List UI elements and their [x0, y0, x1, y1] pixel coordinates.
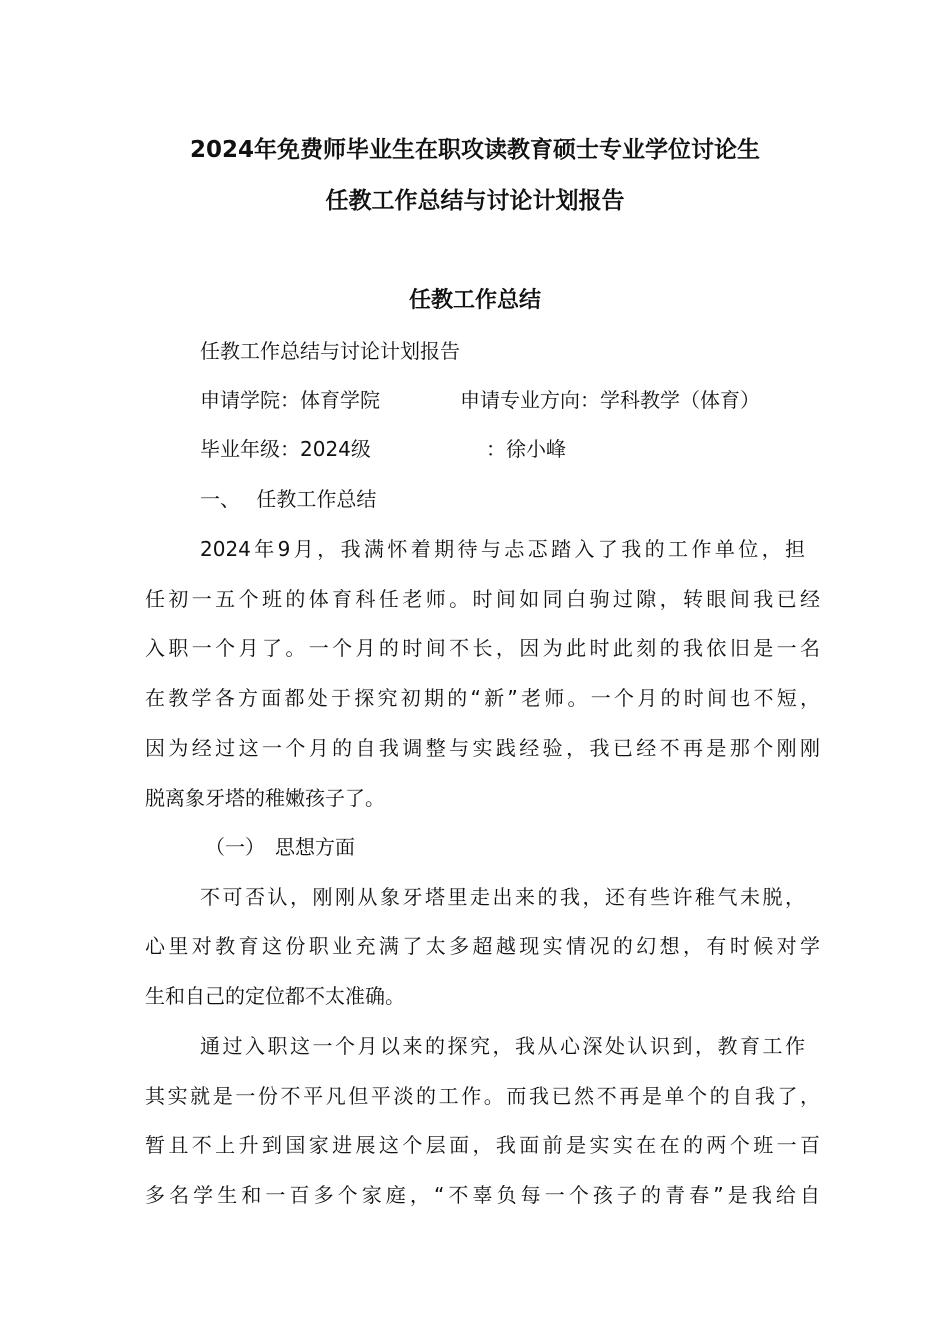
document-title-line-2: 任教工作总结与讨论计划报告 — [325, 188, 625, 214]
heading-one: 一、 任教工作总结 — [200, 487, 377, 511]
info-grade: 毕业年级：2024级 — [200, 437, 371, 461]
subtitle: 任教工作总结与讨论计划报告 — [200, 339, 460, 363]
section-heading: 任教工作总结 — [408, 288, 541, 313]
paragraph-2-line: 心里对教育这份职业充满了太多超越现实情况的幻想，有时候对学 — [145, 934, 820, 958]
paragraph-2-line: 不可否认，刚刚从象牙塔里走出来的我，还有些许稚气未脱， — [200, 885, 805, 909]
paragraph-3-line: 通过入职这一个月以来的探究，我从心深处认识到，教育工作 — [200, 1034, 805, 1058]
subheading-thought: （一） 思想方面 — [205, 835, 355, 859]
document-title-line-1: 2024年免费师毕业生在职攻读教育硕士专业学位讨论生 — [189, 137, 760, 163]
paragraph-1-line: 在教学各方面都处于探究初期的“新”老师。一个月的时间也不短， — [145, 686, 820, 710]
paragraph-1-line: 脱离象牙塔的稚嫩孩子了。 — [145, 786, 385, 810]
paragraph-1-line: 入职一个月了。一个月的时间不长，因为此时此刻的我依旧是一名 — [145, 636, 820, 660]
paragraph-2-line: 生和自己的定位都不太准确。 — [145, 984, 405, 1008]
info-college: 申请学院：体育学院 — [200, 388, 380, 412]
paragraph-3-line: 暂且不上升到国家进展这个层面，我面前是实实在在的两个班一百 — [145, 1133, 820, 1157]
paragraph-3-line: 其实就是一份不平凡但平淡的工作。而我已然不再是单个的自我了， — [145, 1084, 820, 1108]
paragraph-1-line: 因为经过这一个月的自我调整与实践经验，我已经不再是那个刚刚 — [145, 736, 820, 760]
info-direction: 申请专业方向：学科教学（体育） — [460, 388, 760, 412]
info-name: ：徐小峰 — [486, 437, 566, 461]
paragraph-3-line: 多名学生和一百多个家庭，“不辜负每一个孩子的青春”是我给自 — [145, 1183, 820, 1207]
paragraph-1-line: 任初一五个班的体育科任老师。时间如同白驹过隙，转眼间我已经 — [145, 587, 820, 611]
paragraph-1-line: 2024年9月，我满怀着期待与忐忑踏入了我的工作单位，担 — [200, 537, 805, 561]
